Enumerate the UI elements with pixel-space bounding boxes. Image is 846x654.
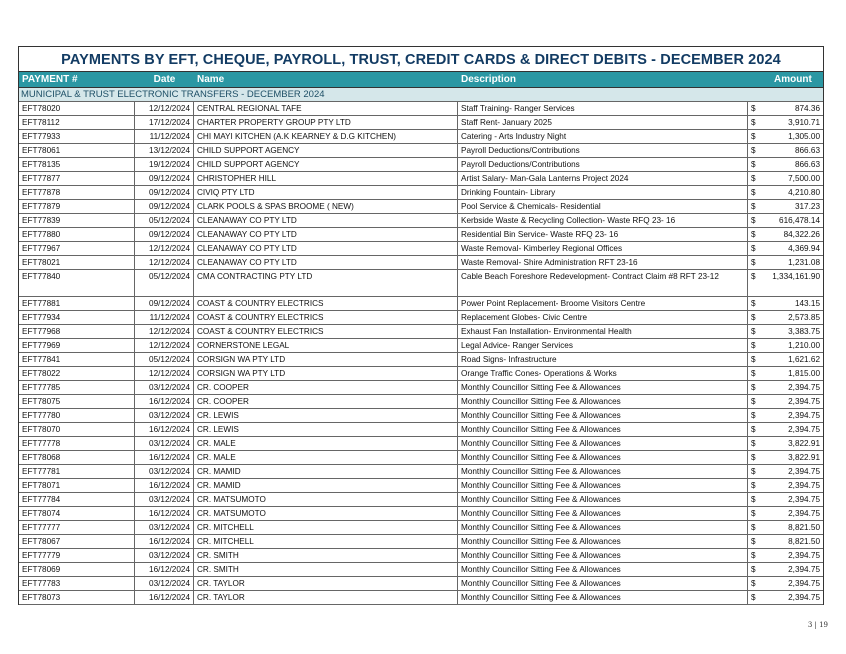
cell-date: 03/12/2024 <box>135 409 194 422</box>
amount-value: 3,822.91 <box>788 439 820 448</box>
amount-value: 2,394.75 <box>788 411 820 420</box>
currency-symbol: $ <box>751 313 756 322</box>
currency-symbol: $ <box>751 593 756 602</box>
cell-date: 05/12/2024 <box>135 353 194 366</box>
cell-description: Monthly Councillor Sitting Fee & Allowances <box>458 423 748 436</box>
cell-payee-name: CHARTER PROPERTY GROUP PTY LTD <box>194 116 458 129</box>
cell-date: 17/12/2024 <box>135 116 194 129</box>
amount-value: 1,334,161.90 <box>772 272 820 281</box>
currency-symbol: $ <box>751 411 756 420</box>
table-row <box>19 366 823 380</box>
cell-payee-name: CLEANAWAY CO PTY LTD <box>194 228 458 241</box>
cell-payment-number: EFT77934 <box>19 311 135 324</box>
cell-amount <box>748 521 823 534</box>
cell-description: Kerbside Waste & Recycling Collection- Waste RFQ 23- 16 <box>458 214 748 227</box>
amount-value: 1,621.62 <box>788 355 820 364</box>
table-row <box>19 143 823 157</box>
amount-value: 2,394.75 <box>788 551 820 560</box>
cell-payee-name: CR. SMITH <box>194 563 458 576</box>
amount-value: 317.23 <box>794 202 820 211</box>
page-title: PAYMENTS BY EFT, CHEQUE, PAYROLL, TRUST, CREDIT CARDS & DIRECT DEBITS - DECEMBER 2024 <box>19 46 823 71</box>
cell-description: Residential Bin Service- Waste RFQ 23- 16 <box>458 228 748 241</box>
currency-symbol: $ <box>751 509 756 518</box>
cell-payment-number: EFT77839 <box>19 214 135 227</box>
cell-date: 09/12/2024 <box>135 186 194 199</box>
cell-date: 12/12/2024 <box>135 242 194 255</box>
cell-payment-number: EFT78074 <box>19 507 135 520</box>
currency-symbol: $ <box>751 244 756 253</box>
amount-value: 8,821.50 <box>788 537 820 546</box>
cell-description: Monthly Councillor Sitting Fee & Allowances <box>458 409 748 422</box>
cell-payment-number: EFT78075 <box>19 395 135 408</box>
cell-payee-name: CORSIGN WA PTY LTD <box>194 353 458 366</box>
cell-date: 03/12/2024 <box>135 549 194 562</box>
cell-payment-number: EFT77781 <box>19 465 135 478</box>
cell-amount <box>748 228 823 241</box>
currency-symbol: $ <box>751 216 756 225</box>
amount-value: 2,394.75 <box>788 383 820 392</box>
table-row <box>19 534 823 548</box>
table-row <box>19 324 823 338</box>
cell-amount <box>748 130 823 143</box>
amount-value: 3,910.71 <box>788 118 820 127</box>
cell-date: 16/12/2024 <box>135 395 194 408</box>
cell-date: 12/12/2024 <box>135 102 194 115</box>
cell-date: 13/12/2024 <box>135 144 194 157</box>
cell-payment-number: EFT77879 <box>19 200 135 213</box>
amount-value: 1,231.08 <box>788 258 820 267</box>
cell-payment-number: EFT77880 <box>19 228 135 241</box>
currency-symbol: $ <box>751 467 756 476</box>
cell-date: 12/12/2024 <box>135 339 194 352</box>
cell-payment-number: EFT78071 <box>19 479 135 492</box>
cell-payee-name: CIVIQ PTY LTD <box>194 186 458 199</box>
amount-value: 1,815.00 <box>788 369 820 378</box>
cell-amount <box>748 381 823 394</box>
cell-payee-name: CR. MATSUMOTO <box>194 507 458 520</box>
cell-amount <box>748 535 823 548</box>
cell-description: Staff Training- Ranger Services <box>458 102 748 115</box>
table-row <box>19 296 823 310</box>
currency-symbol: $ <box>751 355 756 364</box>
table-row <box>19 408 823 422</box>
cell-description: Monthly Councillor Sitting Fee & Allowances <box>458 591 748 604</box>
table-row <box>19 269 823 296</box>
cell-amount <box>748 311 823 324</box>
cell-payment-number: EFT77840 <box>19 270 135 296</box>
cell-date: 03/12/2024 <box>135 521 194 534</box>
cell-description: Monthly Councillor Sitting Fee & Allowances <box>458 465 748 478</box>
amount-value: 2,394.75 <box>788 593 820 602</box>
cell-description: Legal Advice- Ranger Services <box>458 339 748 352</box>
currency-symbol: $ <box>751 397 756 406</box>
cell-payee-name: CR. COOPER <box>194 381 458 394</box>
header-description: Description <box>461 74 517 85</box>
currency-symbol: $ <box>751 551 756 560</box>
cell-payment-number: EFT77785 <box>19 381 135 394</box>
section-heading: MUNICIPAL & TRUST ELECTRONIC TRANSFERS - DECEMBER 2024 <box>19 87 823 101</box>
cell-date: 03/12/2024 <box>135 465 194 478</box>
cell-payee-name: CR. SMITH <box>194 549 458 562</box>
currency-symbol: $ <box>751 118 756 127</box>
currency-symbol: $ <box>751 481 756 490</box>
table-row <box>19 101 823 115</box>
cell-amount <box>748 423 823 436</box>
amount-value: 4,210.80 <box>788 188 820 197</box>
cell-date: 19/12/2024 <box>135 158 194 171</box>
payments-table <box>18 46 824 605</box>
table-row <box>19 310 823 324</box>
cell-payment-number: EFT77967 <box>19 242 135 255</box>
cell-payment-number: EFT78135 <box>19 158 135 171</box>
cell-amount <box>748 353 823 366</box>
table-row <box>19 227 823 241</box>
amount-value: 2,573.85 <box>788 313 820 322</box>
table-row <box>19 576 823 590</box>
table-row <box>19 436 823 450</box>
cell-amount <box>748 214 823 227</box>
cell-payment-number: EFT77784 <box>19 493 135 506</box>
cell-date: 16/12/2024 <box>135 563 194 576</box>
table-row <box>19 338 823 352</box>
amount-value: 1,210.00 <box>788 341 820 350</box>
cell-date: 09/12/2024 <box>135 200 194 213</box>
cell-amount <box>748 339 823 352</box>
currency-symbol: $ <box>751 537 756 546</box>
cell-date: 05/12/2024 <box>135 214 194 227</box>
cell-amount <box>748 242 823 255</box>
cell-amount <box>748 451 823 464</box>
cell-description: Monthly Councillor Sitting Fee & Allowances <box>458 521 748 534</box>
table-header <box>19 71 823 87</box>
table-row <box>19 450 823 464</box>
amount-value: 2,394.75 <box>788 565 820 574</box>
cell-description: Monthly Councillor Sitting Fee & Allowances <box>458 437 748 450</box>
cell-payment-number: EFT77780 <box>19 409 135 422</box>
currency-symbol: $ <box>751 299 756 308</box>
cell-date: 09/12/2024 <box>135 172 194 185</box>
cell-description: Waste Removal- Shire Administration RFT 23-16 <box>458 256 748 269</box>
cell-amount <box>748 395 823 408</box>
cell-amount <box>748 563 823 576</box>
amount-value: 2,394.75 <box>788 425 820 434</box>
cell-description: Artist Salary- Man-Gala Lanterns Project 2024 <box>458 172 748 185</box>
cell-description: Monthly Councillor Sitting Fee & Allowances <box>458 381 748 394</box>
currency-symbol: $ <box>751 425 756 434</box>
cell-description: Monthly Councillor Sitting Fee & Allowances <box>458 577 748 590</box>
currency-symbol: $ <box>751 523 756 532</box>
cell-date: 16/12/2024 <box>135 591 194 604</box>
cell-payment-number: EFT77841 <box>19 353 135 366</box>
cell-payee-name: CLARK POOLS & SPAS BROOME ( NEW) <box>194 200 458 213</box>
table-row <box>19 422 823 436</box>
amount-value: 2,394.75 <box>788 397 820 406</box>
amount-value: 1,305.00 <box>788 132 820 141</box>
table-row <box>19 352 823 366</box>
cell-payee-name: CR. MALE <box>194 437 458 450</box>
cell-payee-name: CLEANAWAY CO PTY LTD <box>194 242 458 255</box>
cell-payment-number: EFT77969 <box>19 339 135 352</box>
cell-payment-number: EFT78020 <box>19 102 135 115</box>
amount-value: 2,394.75 <box>788 495 820 504</box>
header-name: Name <box>197 74 225 85</box>
cell-date: 16/12/2024 <box>135 479 194 492</box>
cell-description: Staff Rent- January 2025 <box>458 116 748 129</box>
cell-payee-name: COAST & COUNTRY ELECTRICS <box>194 325 458 338</box>
cell-payee-name: CHI MAYI KITCHEN (A.K KEARNEY & D.G KITCHEN) <box>194 130 458 143</box>
cell-payee-name: CR. MALE <box>194 451 458 464</box>
cell-payment-number: EFT78021 <box>19 256 135 269</box>
cell-payment-number: EFT77779 <box>19 549 135 562</box>
cell-payment-number: EFT78112 <box>19 116 135 129</box>
cell-amount <box>748 270 823 296</box>
cell-date: 05/12/2024 <box>135 270 194 296</box>
header-amount: Amount <box>774 74 812 85</box>
cell-payment-number: EFT77877 <box>19 172 135 185</box>
cell-description: Drinking Fountain- Library <box>458 186 748 199</box>
table-row <box>19 520 823 534</box>
cell-date: 16/12/2024 <box>135 423 194 436</box>
cell-description: Monthly Councillor Sitting Fee & Allowances <box>458 493 748 506</box>
cell-description: Payroll Deductions/Contributions <box>458 158 748 171</box>
currency-symbol: $ <box>751 341 756 350</box>
currency-symbol: $ <box>751 565 756 574</box>
cell-amount <box>748 437 823 450</box>
cell-payment-number: EFT77778 <box>19 437 135 450</box>
cell-payee-name: CR. MAMID <box>194 479 458 492</box>
table-row <box>19 394 823 408</box>
amount-value: 143.15 <box>794 299 820 308</box>
cell-description: Exhaust Fan Installation- Environmental Health <box>458 325 748 338</box>
cell-date: 12/12/2024 <box>135 367 194 380</box>
cell-payee-name: CORNERSTONE LEGAL <box>194 339 458 352</box>
cell-payee-name: CR. LEWIS <box>194 409 458 422</box>
cell-amount <box>748 367 823 380</box>
cell-date: 03/12/2024 <box>135 381 194 394</box>
cell-payment-number: EFT77933 <box>19 130 135 143</box>
currency-symbol: $ <box>751 132 756 141</box>
cell-payment-number: EFT77881 <box>19 297 135 310</box>
cell-date: 12/12/2024 <box>135 325 194 338</box>
cell-payment-number: EFT78070 <box>19 423 135 436</box>
table-row <box>19 562 823 576</box>
cell-description: Orange Traffic Cones- Operations & Works <box>458 367 748 380</box>
cell-description: Monthly Councillor Sitting Fee & Allowances <box>458 535 748 548</box>
table-row <box>19 380 823 394</box>
amount-value: 2,394.75 <box>788 467 820 476</box>
currency-symbol: $ <box>751 230 756 239</box>
cell-amount <box>748 186 823 199</box>
currency-symbol: $ <box>751 104 756 113</box>
table-row <box>19 185 823 199</box>
cell-description: Road Signs- Infrastructure <box>458 353 748 366</box>
cell-amount <box>748 591 823 604</box>
cell-payment-number: EFT78022 <box>19 367 135 380</box>
cell-date: 03/12/2024 <box>135 437 194 450</box>
currency-symbol: $ <box>751 272 756 281</box>
cell-date: 16/12/2024 <box>135 507 194 520</box>
cell-payment-number: EFT78067 <box>19 535 135 548</box>
cell-amount <box>748 297 823 310</box>
cell-description: Power Point Replacement- Broome Visitors Centre <box>458 297 748 310</box>
amount-value: 3,383.75 <box>788 327 820 336</box>
amount-value: 2,394.75 <box>788 579 820 588</box>
currency-symbol: $ <box>751 174 756 183</box>
table-row <box>19 478 823 492</box>
amount-value: 8,821.50 <box>788 523 820 532</box>
cell-payment-number: EFT78061 <box>19 144 135 157</box>
currency-symbol: $ <box>751 258 756 267</box>
cell-payee-name: CR. MAMID <box>194 465 458 478</box>
table-row <box>19 548 823 562</box>
cell-payee-name: CR. LEWIS <box>194 423 458 436</box>
cell-description: Monthly Councillor Sitting Fee & Allowances <box>458 479 748 492</box>
amount-value: 4,369.94 <box>788 244 820 253</box>
cell-amount <box>748 256 823 269</box>
cell-payee-name: CR. MITCHELL <box>194 535 458 548</box>
cell-description: Monthly Councillor Sitting Fee & Allowances <box>458 563 748 576</box>
table-row <box>19 492 823 506</box>
table-row <box>19 157 823 171</box>
table-row <box>19 464 823 478</box>
cell-amount <box>748 465 823 478</box>
currency-symbol: $ <box>751 146 756 155</box>
currency-symbol: $ <box>751 383 756 392</box>
cell-description: Replacement Globes- Civic Centre <box>458 311 748 324</box>
cell-date: 12/12/2024 <box>135 256 194 269</box>
table-row <box>19 199 823 213</box>
cell-payment-number: EFT77968 <box>19 325 135 338</box>
amount-value: 866.63 <box>794 146 820 155</box>
cell-description: Cable Beach Foreshore Redevelopment- Contract Claim #8 RFT 23-12 <box>458 270 748 296</box>
cell-date: 11/12/2024 <box>135 311 194 324</box>
cell-date: 11/12/2024 <box>135 130 194 143</box>
cell-payee-name: CORSIGN WA PTY LTD <box>194 367 458 380</box>
table-row <box>19 506 823 520</box>
table-row <box>19 590 823 605</box>
cell-payee-name: CHILD SUPPORT AGENCY <box>194 144 458 157</box>
cell-payee-name: CR. TAYLOR <box>194 577 458 590</box>
cell-description: Catering - Arts Industry Night <box>458 130 748 143</box>
amount-value: 3,822.91 <box>788 453 820 462</box>
cell-amount <box>748 409 823 422</box>
cell-payment-number: EFT78073 <box>19 591 135 604</box>
cell-payment-number: EFT77878 <box>19 186 135 199</box>
cell-payee-name: CR. COOPER <box>194 395 458 408</box>
cell-description: Monthly Councillor Sitting Fee & Allowances <box>458 549 748 562</box>
currency-symbol: $ <box>751 369 756 378</box>
cell-amount <box>748 325 823 338</box>
cell-payee-name: CLEANAWAY CO PTY LTD <box>194 256 458 269</box>
currency-symbol: $ <box>751 579 756 588</box>
cell-amount <box>748 158 823 171</box>
amount-value: 616,478.14 <box>779 216 820 225</box>
table-body <box>19 101 823 605</box>
cell-date: 03/12/2024 <box>135 577 194 590</box>
cell-description: Pool Service & Chemicals- Residential <box>458 200 748 213</box>
cell-description: Monthly Councillor Sitting Fee & Allowances <box>458 507 748 520</box>
header-payment: PAYMENT # <box>22 74 78 85</box>
cell-description: Waste Removal- Kimberley Regional Offices <box>458 242 748 255</box>
cell-date: 03/12/2024 <box>135 493 194 506</box>
cell-payee-name: CHILD SUPPORT AGENCY <box>194 158 458 171</box>
cell-amount <box>748 116 823 129</box>
page-number: 3 | 19 <box>807 621 828 629</box>
currency-symbol: $ <box>751 453 756 462</box>
table-row <box>19 129 823 143</box>
currency-symbol: $ <box>751 160 756 169</box>
cell-amount <box>748 144 823 157</box>
currency-symbol: $ <box>751 202 756 211</box>
cell-payee-name: CR. MITCHELL <box>194 521 458 534</box>
cell-amount <box>748 507 823 520</box>
header-date: Date <box>153 74 176 85</box>
table-row <box>19 255 823 269</box>
cell-payee-name: CHRISTOPHER HILL <box>194 172 458 185</box>
cell-amount <box>748 549 823 562</box>
cell-payee-name: CENTRAL REGIONAL TAFE <box>194 102 458 115</box>
cell-description: Monthly Councillor Sitting Fee & Allowances <box>458 451 748 464</box>
currency-symbol: $ <box>751 439 756 448</box>
amount-value: 7,500.00 <box>788 174 820 183</box>
amount-value: 84,322.26 <box>783 230 820 239</box>
cell-payment-number: EFT77777 <box>19 521 135 534</box>
cell-date: 09/12/2024 <box>135 297 194 310</box>
cell-payee-name: COAST & COUNTRY ELECTRICS <box>194 311 458 324</box>
cell-payment-number: EFT77783 <box>19 577 135 590</box>
table-row <box>19 115 823 129</box>
cell-date: 16/12/2024 <box>135 451 194 464</box>
cell-amount <box>748 493 823 506</box>
table-row <box>19 213 823 227</box>
amount-value: 874.36 <box>794 104 820 113</box>
cell-payee-name: CR. MATSUMOTO <box>194 493 458 506</box>
cell-amount <box>748 577 823 590</box>
currency-symbol: $ <box>751 495 756 504</box>
cell-amount <box>748 102 823 115</box>
cell-payee-name: CMA CONTRACTING PTY LTD <box>194 270 458 296</box>
cell-amount <box>748 479 823 492</box>
cell-payment-number: EFT78069 <box>19 563 135 576</box>
amount-value: 2,394.75 <box>788 509 820 518</box>
amount-value: 866.63 <box>794 160 820 169</box>
cell-date: 09/12/2024 <box>135 228 194 241</box>
cell-payee-name: CR. TAYLOR <box>194 591 458 604</box>
cell-payment-number: EFT78068 <box>19 451 135 464</box>
table-row <box>19 241 823 255</box>
cell-description: Monthly Councillor Sitting Fee & Allowances <box>458 395 748 408</box>
cell-payee-name: COAST & COUNTRY ELECTRICS <box>194 297 458 310</box>
table-row <box>19 171 823 185</box>
cell-amount <box>748 172 823 185</box>
cell-amount <box>748 200 823 213</box>
cell-date: 16/12/2024 <box>135 535 194 548</box>
amount-value: 2,394.75 <box>788 481 820 490</box>
cell-payee-name: CLEANAWAY CO PTY LTD <box>194 214 458 227</box>
currency-symbol: $ <box>751 327 756 336</box>
cell-description: Payroll Deductions/Contributions <box>458 144 748 157</box>
currency-symbol: $ <box>751 188 756 197</box>
